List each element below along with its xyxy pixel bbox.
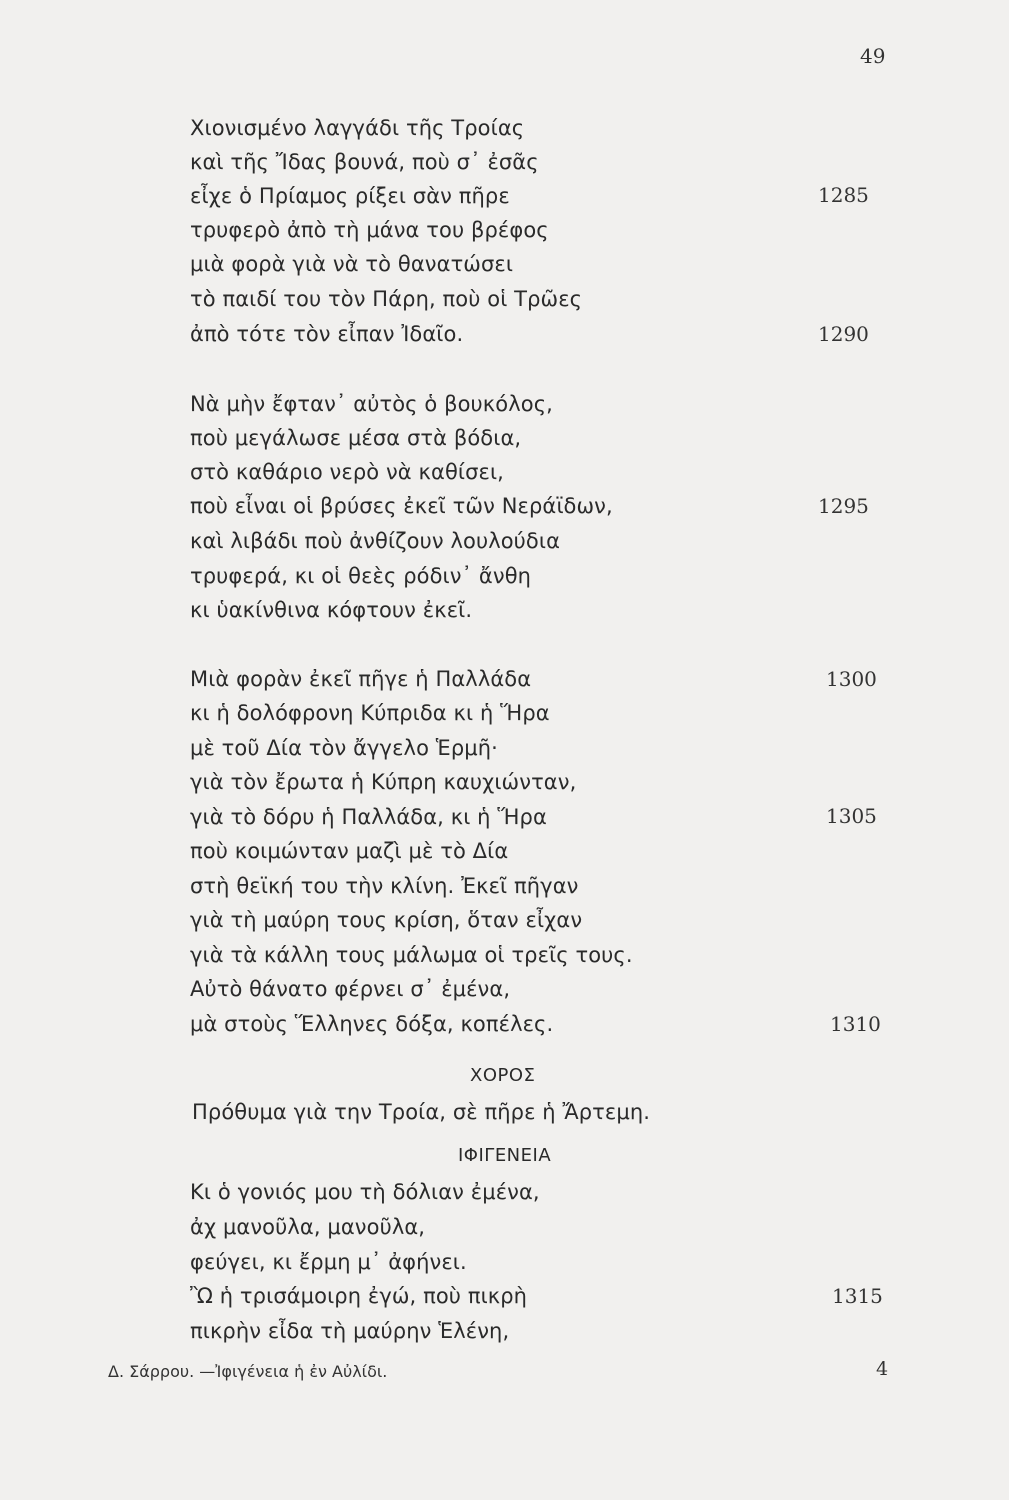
verse-line: γιὰ τὰ κάλλη τους μάλωμα οἱ τρεῖς τους.: [190, 943, 633, 967]
verse-line: Πρόθυμα γιὰ την Τροία, σὲ πῆρε ἡ Ἄρτεμη.: [192, 1100, 651, 1124]
verse-line: τὸ παιδί του τὸν Πάρη, ποὺ οἱ Τρῶες: [190, 287, 583, 311]
verse-line: ἀπὸ τότε τὸν εἶπαν Ἰδαῖο.: [190, 322, 464, 346]
verse-line: φεύγει, κι ἔρμη μ᾽ ἀφήνει.: [190, 1250, 467, 1274]
verse-line: ποὺ μεγάλωσε μέσα στὰ βόδια,: [190, 426, 522, 450]
verse-line: γιὰ τὸν ἔρωτα ἡ Κύπρη καυχιώνταν,: [190, 770, 577, 794]
line-number: 1310: [830, 1012, 881, 1036]
verse-line: κι ἡ δολόφρονη Κύπριδα κι ἡ Ἥρα: [190, 701, 550, 725]
verse-line: τρυφερὸ ἀπὸ τὴ μάνα του βρέφος: [190, 218, 549, 242]
verse-line: μιὰ φορὰ γιὰ νὰ τὸ θανατώσει: [190, 252, 514, 276]
verse-line: γιὰ τὴ μαύρη τους κρίση, ὅταν εἶχαν: [190, 908, 583, 932]
signature-mark: 4: [876, 1358, 889, 1380]
verse-line: πικρὴν εἶδα τὴ μαύρην Ἑλένη,: [190, 1319, 510, 1343]
verse-line: καὶ τῆς Ἴδας βουνά, ποὺ σ᾽ ἐσᾶς: [190, 150, 539, 174]
verse-line: μὲ τοῦ Δία τὸν ἄγγελο Ἑρμῆ·: [190, 736, 498, 760]
speaker-label: ΙΦΙΓΕΝΕΙΑ: [458, 1145, 552, 1166]
line-number: 1305: [826, 804, 877, 828]
verse-line: ποὺ εἶναι οἱ βρύσες ἐκεῖ τῶν Νεράϊδων,: [190, 494, 613, 518]
verse-line: καὶ λιβάδι ποὺ ἀνθίζουν λουλούδια: [190, 529, 561, 553]
line-number: 1290: [818, 322, 869, 346]
verse-line: στὸ καθάριο νερὸ νὰ καθίσει,: [190, 460, 504, 484]
verse-line: κι ὑακίνθινα κόφτουν ἐκεῖ.: [190, 598, 473, 622]
verse-line: Μιὰ φορὰν ἐκεῖ πῆγε ἡ Παλλάδα: [190, 667, 532, 691]
line-number: 1300: [826, 667, 877, 691]
verse-line: Νὰ μὴν ἔφταν᾽ αὐτὸς ὁ βουκόλος,: [190, 392, 553, 416]
verse-line: μὰ στοὺς Ἕλληνες δόξα, κοπέλες.: [190, 1012, 554, 1036]
verse-line: ποὺ κοιμώνταν μαζὶ μὲ τὸ Δία: [190, 839, 509, 863]
verse-line: γιὰ τὸ δόρυ ἡ Παλλάδα, κι ἡ Ἥρα: [190, 805, 547, 829]
page-number: 49: [860, 44, 886, 68]
footer-citation: Δ. Σάρρου. —Ἰφιγένεια ἡ ἐν Αὐλίδι.: [108, 1362, 388, 1381]
line-number: 1295: [818, 494, 869, 518]
verse-line: τρυφερά, κι οἱ θεὲς ρόδιν᾽ ἄνθη: [190, 564, 532, 588]
verse-line: Ὢ ἡ τρισάμοιρη ἐγώ, ποὺ πικρὴ: [190, 1284, 528, 1308]
verse-line: Κι ὁ γονιός μου τὴ δόλιαν ἐμένα,: [190, 1180, 540, 1204]
line-number: 1315: [832, 1284, 883, 1308]
verse-line: ἀχ μανοῦλα, μανοῦλα,: [190, 1215, 426, 1239]
speaker-label: ΧΟΡΟΣ: [470, 1065, 536, 1086]
verse-line: Αὐτὸ θάνατο φέρνει σ᾽ ἐμένα,: [190, 977, 511, 1001]
line-number: 1285: [818, 183, 869, 207]
verse-line: Χιονισμένο λαγγάδι τῆς Τροίας: [190, 116, 525, 140]
verse-line: στὴ θεϊκή του τὴν κλίνη. Ἐκεῖ πῆγαν: [190, 874, 579, 898]
verse-line: εἶχε ὁ Πρίαμος ρίξει σὰν πῆρε: [190, 184, 510, 208]
